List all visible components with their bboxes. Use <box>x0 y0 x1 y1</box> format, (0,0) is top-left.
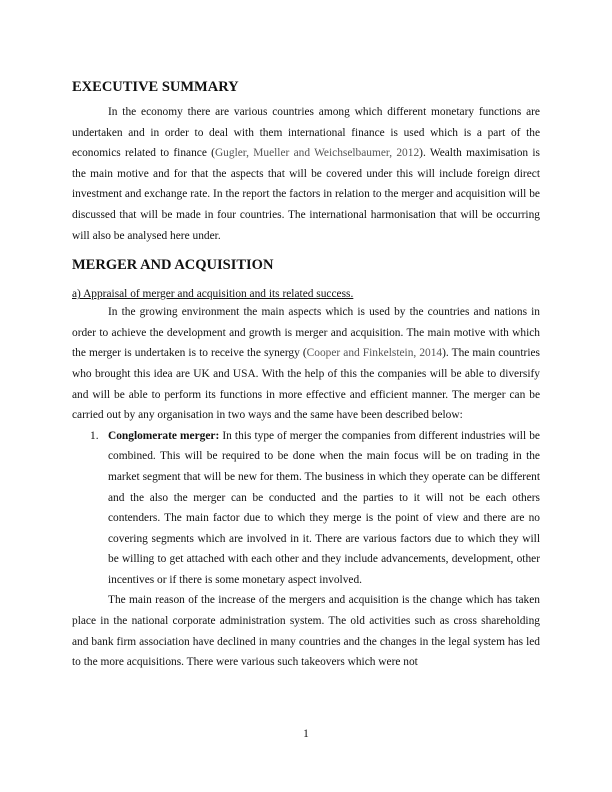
executive-summary-paragraph <box>72 102 540 246</box>
merger-intro-text-start: In the growing environment the main aspects which is used by the countries and nations in order to achieve the development and growth is merger and acquisition. The main motive with which the merger is undertaken is to receive the synergy ( <box>72 306 540 360</box>
list-item-term: Conglomerate merger: <box>108 429 220 442</box>
merger-intro-paragraph <box>72 302 540 426</box>
executive-summary-heading: EXECUTIVE SUMMARY <box>72 79 239 95</box>
merger-reason-paragraph: The main reason of the increase of the mergers and acquisition is the change which has taken place in the national corporate administration system. The old activities such as cross shareholding and bank firm association have declined in many countries and the changes in the legal system has led to the more acquisitions. There were various such takeovers which were not <box>72 594 540 669</box>
citation-gugler: Gugler, Mueller and Weichselbaumer, 2012 <box>214 147 420 160</box>
appraisal-subheading: a) Appraisal of merger and acquisition and its related success. <box>72 288 354 301</box>
list-item-body <box>108 426 540 591</box>
executive-summary-text-start: In the economy there are various countries among which different monetary functions are undertaken and in order to deal with them international finance is used which is a part of the economics related to finance ( <box>72 106 540 160</box>
page-number: 1 <box>303 728 309 740</box>
merger-types-list <box>72 426 540 591</box>
page-content <box>72 78 540 673</box>
merger-acquisition-heading: MERGER AND ACQUISITION <box>72 257 274 274</box>
list-item <box>72 426 540 591</box>
citation-cooper: Cooper and Finkelstein, 2014 <box>306 347 443 360</box>
list-item-number: 1. <box>90 429 99 442</box>
executive-summary-text-end: ). Wealth maximisation is the main motive and for that the aspects that will be covered under this will include foreign direct investment and exchange rate. In the report the factors in relation to the merger and acquisition will be discussed that will be made in four countries. The international harmonisation that will be occurring will also be analysed here under. <box>72 147 540 242</box>
list-item-text: In this type of merger the companies from different industries will be combined. This will be required to be done when the main focus will be on trading in the market segment that will be new for them. The business in which they operate can be different and the also the merger can be conducted and the parties to it will not be each others contenders. The main factor due to which they merge is the point of view and there are no covering segments which are involved in it. There are various factors due to which they will be willing to get attached with each other and they include advancements, development, other incentives or if there is some monetary aspect involved. <box>108 429 540 586</box>
merger-intro-text-end: ). The main countries who brought this idea are UK and USA. With the help of this the companies will be able to diversify and will be able to perform its functions in more effective and efficient manner. The merger can be carried out by any organisation in two ways and the same have been described below: <box>72 347 540 422</box>
